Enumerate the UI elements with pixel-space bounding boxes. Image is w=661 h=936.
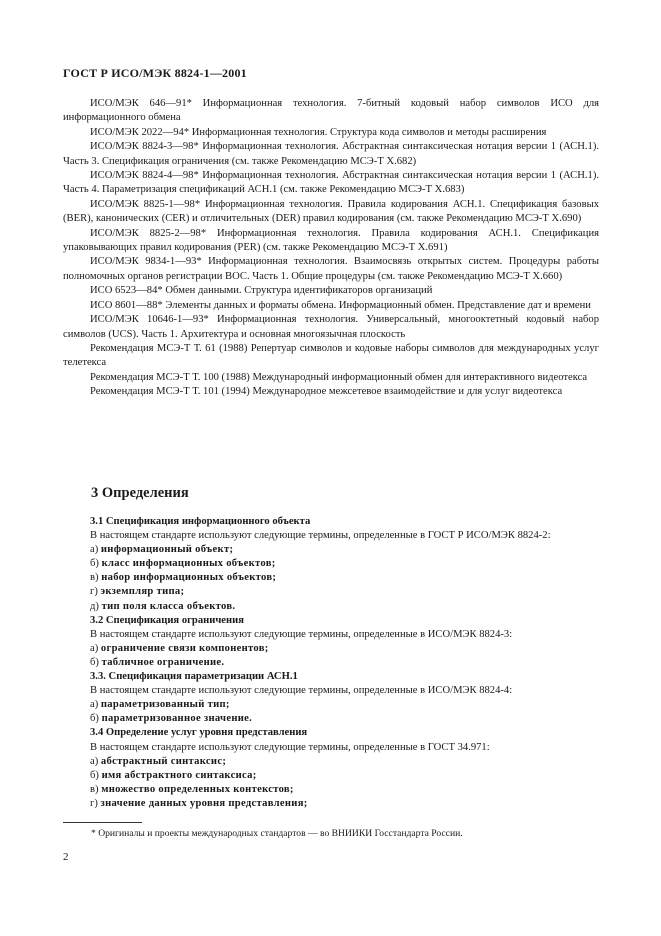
definition-term: экземпляр типа; — [100, 586, 185, 598]
item-marker: б) — [90, 558, 99, 570]
definition-term: тип поля класса объектов. — [101, 600, 236, 612]
item-marker: г) — [90, 797, 98, 809]
normative-references-list — [63, 97, 599, 400]
subsection-intro: В настоящем стандарте используют следующие термины, определенные в ГОСТ Р ИСО/МЭК 8824-2: — [90, 530, 551, 542]
item-marker: а) — [90, 699, 99, 711]
definition-term: ограничение связи компонентов; — [100, 642, 269, 654]
subsection-heading: 3.4 Определение услуг уровня представления — [90, 727, 308, 739]
definition-term: информационный объект; — [100, 544, 234, 556]
definition-term: абстрактный синтаксис; — [100, 755, 227, 767]
item-marker: а) — [90, 642, 99, 654]
reference-entry: Рекомендация МСЭ-Т Т. 61 (1988) Репертуар символов и кодовые наборы символов для международных услуг телетекса — [63, 342, 599, 369]
definition-item — [63, 712, 599, 726]
item-marker: а) — [90, 544, 99, 556]
subsection-heading: 3.2 Спецификация ограничения — [90, 614, 244, 626]
definition-item — [63, 797, 599, 811]
reference-entry: ИСО/МЭК 10646-1—93* Информационная технология. Универсальный, многооктетный кодовый набор символов (UCS). Часть 1. Архитектура и основная многоязычная плоскость — [63, 314, 599, 340]
subsection-intro: В настоящем стандарте используют следующие термины, определенные в ИСО/МЭК 8824-3: — [90, 628, 513, 640]
definition-item — [63, 557, 599, 571]
subsection-intro: В настоящем стандарте используют следующие термины, определенные в ИСО/МЭК 8824-4: — [90, 685, 513, 697]
definition-item — [63, 656, 599, 670]
reference-entry: ИСО/МЭК 9834-1—93* Информационная технология. Взаимосвязь открытых систем. Процедуры работы полномочных органов регистрации ВОС. Часть 1. Общие процедуры (см. также Рекомендацию МСЭ-Т Х.660) — [63, 256, 599, 282]
subsection-heading: 3.3. Спецификация параметризации АСН.1 — [90, 671, 298, 683]
definition-term: множество определенных контекстов; — [101, 783, 294, 795]
reference-entry: ИСО/МЭК 8825-2—98* Информационная технология. Правила кодирования АСН.1. Спецификация упаковывающих правил кодирования (PER) (см. также Рекомендацию МСЭ-Т Х.691) — [63, 227, 599, 254]
page-number: 2 — [63, 851, 69, 863]
footnote: * Оригиналы и проекты международных стандартов — во ВНИИКИ Госстандарта России. — [91, 828, 463, 839]
definition-item — [63, 769, 599, 783]
reference-entry: ИСО/МЭК 8824-3—98* Информационная технология. Абстрактная синтаксическая нотация версии 1 (АСН.1). Часть 3. Спецификация ограничения (см. также Рекомендацию МСЭ-Т Х.682) — [63, 141, 599, 167]
item-marker: б) — [90, 713, 99, 725]
running-header: ГОСТ Р ИСО/МЭК 8824-1—2001 — [63, 66, 247, 80]
footnote-separator — [63, 822, 142, 823]
definition-term: параметризованный тип; — [100, 699, 230, 711]
definition-term: значение данных уровня представления; — [100, 797, 308, 809]
definition-item — [63, 642, 599, 656]
section-heading: 3 Определения — [91, 485, 189, 501]
definition-item — [63, 543, 599, 557]
definition-term: класс информационных объектов; — [101, 558, 276, 570]
item-marker: в) — [90, 572, 99, 584]
subsection-heading: 3.1 Спецификация информационного объекта — [90, 516, 311, 527]
reference-entry: ИСО 6523—84* Обмен данными. Структура идентификаторов организаций — [90, 285, 433, 297]
reference-entry: ИСО/МЭК 8824-4—98* Информационная технология. Абстрактная синтаксическая нотация версии 1 (АСН.1). Часть 4. Параметризация спецификаций АСН.1 (см. также Рекомендацию МСЭ-Т Х.683) — [63, 170, 599, 196]
definition-term: набор информационных объектов; — [101, 572, 277, 584]
definition-term: табличное ограничение. — [101, 656, 225, 668]
subsection-intro: В настоящем стандарте используют следующие термины, определенные в ГОСТ 34.971: — [90, 741, 490, 753]
item-marker: а) — [90, 755, 99, 767]
item-marker: б) — [90, 656, 99, 668]
definition-item — [63, 755, 599, 769]
item-marker: в) — [90, 783, 99, 795]
item-marker: б) — [90, 769, 99, 781]
reference-entry: ИСО/МЭК 646—91* Информационная технология. 7-битный кодовый набор символов ИСО для информационного обмена — [63, 98, 599, 124]
definition-item — [63, 600, 599, 614]
definition-term: параметризованное значение. — [101, 713, 253, 725]
definition-item — [63, 698, 599, 712]
reference-entry: Рекомендация МСЭ-Т Т. 100 (1988) Международный информационный обмен для интерактивного видеотекса — [90, 371, 588, 383]
reference-entry: ИСО 8601—88* Элементы данных и форматы обмена. Информационный обмен. Представление дат и времени — [90, 299, 591, 311]
item-marker: д) — [90, 600, 99, 612]
reference-entry: Рекомендация МСЭ-Т Т. 101 (1994) Международное межсетевое взаимодействие и для услуг видеотекса — [90, 386, 563, 398]
definition-item — [63, 571, 599, 585]
item-marker: г) — [90, 586, 98, 598]
reference-entry: ИСО/МЭК 8825-1—98* Информационная технология. Правила кодирования АСН.1. Спецификация базовых (BER), канонических (CER) и отличительных (DER) правил кодирования (см. также Рекомендацию МСЭ-Т Х.690) — [63, 198, 599, 225]
reference-entry: ИСО/МЭК 2022—94* Информационная технология. Структура кода символов и методы расширения — [90, 126, 547, 138]
definition-item — [63, 585, 599, 599]
definition-term: имя абстрактного синтаксиса; — [101, 769, 257, 781]
definitions-section — [63, 515, 599, 811]
definition-item — [63, 783, 599, 797]
